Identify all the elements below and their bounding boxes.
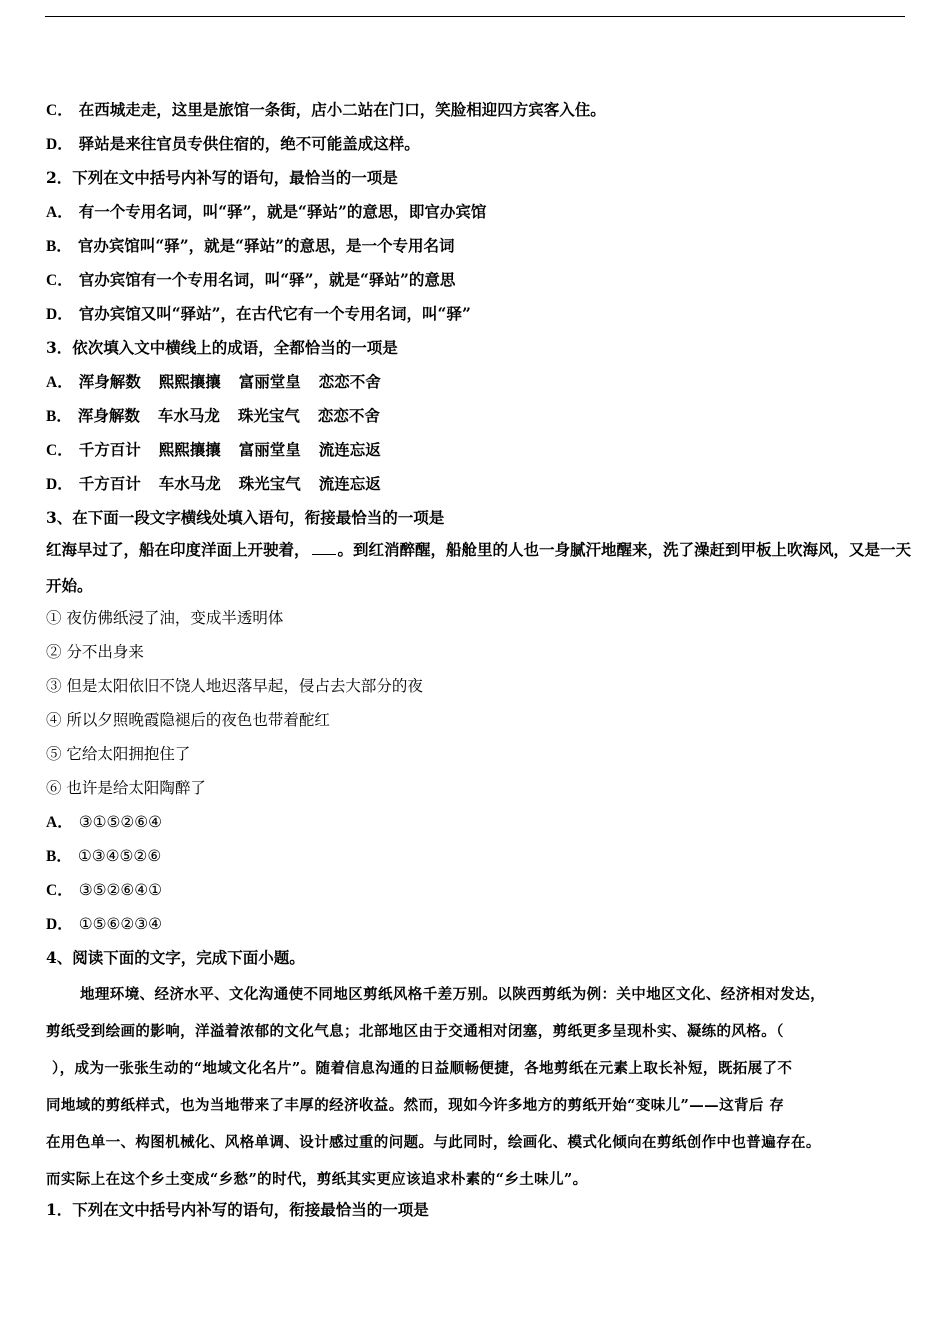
option-text: 驿站是来往官员专供住宿的，绝不可能盖成这样。	[78, 134, 420, 153]
option-text: ③⑤②⑥④①	[78, 881, 163, 899]
passage-line: 同地域的剪纸样式，也为当地带来了丰厚的经济收益。然而，现如今许多地方的剪纸开始“变味儿”——这背后 存	[46, 1097, 785, 1114]
idiom: 流连忘返	[318, 440, 381, 459]
q3b-option-d[interactable]	[46, 912, 912, 936]
q3b-stem: 3、在下面一段文字横线处填入语句，衔接最恰当的一项是	[46, 508, 445, 527]
passage-after: 。到红消醉醒，船舱里的人也一身腻汗地醒来，洗了澡赶到甲板上吹海风，又是一天开始。	[46, 540, 912, 595]
q1-option-c[interactable]	[46, 98, 912, 122]
q3b-passage	[46, 532, 912, 604]
sentence-item: ⑥ 也许是给太阳陶醉了	[46, 779, 206, 797]
option-label: D．	[46, 306, 73, 323]
option-text: 官办宾馆叫“驿”，就是“驿站”的意思，是一个专用名词	[77, 236, 455, 255]
idiom: 车水马龙	[158, 474, 221, 493]
option-label: B．	[46, 848, 72, 865]
idiom: 浑身解数	[78, 372, 141, 391]
passage-line: 地理环境、经济水平、文化沟通使不同地区剪纸风格千差万别。以陕西剪纸为例：关中地区文化、经济相对发达，	[80, 986, 825, 1003]
option-text: 官办宾馆又叫“驿站”，在古代它有一个专用名词，叫“驿”	[78, 304, 471, 323]
option-text: ③①⑤②⑥④	[78, 813, 163, 831]
idiom: 熙熙攘攘	[158, 372, 221, 391]
sentence-item: ③ 但是太阳依旧不饶人地迟落早起，侵占去大部分的夜	[46, 677, 423, 695]
q3b-option-b[interactable]	[46, 844, 912, 868]
option-text: 有一个专用名词，叫“驿”，就是“驿站”的意思，即官办宾馆	[78, 202, 487, 221]
idiom: 浑身解数	[77, 406, 140, 425]
q2-option-d[interactable]	[46, 302, 912, 326]
sentence-item: ② 分不出身来	[46, 643, 144, 661]
sentence-item: ④ 所以夕照晚霞隐褪后的夜色也带着酡红	[46, 711, 330, 729]
q4-stem: 4、阅读下面的文字，完成下面小题。	[46, 948, 305, 967]
q2-option-c[interactable]	[46, 268, 912, 292]
passage-line: 在用色单一、构图机械化、风格单调、设计感过重的问题。与此同时，绘画化、模式化倾向在剪纸创作中也普遍存在。	[46, 1134, 821, 1151]
idiom: 富丽堂皇	[238, 440, 301, 459]
q3-option-b[interactable]	[46, 404, 912, 428]
idiom: 恋恋不舍	[318, 372, 381, 391]
idiom: 千方百计	[78, 440, 141, 459]
q3b-option-a[interactable]	[46, 810, 912, 834]
idiom: 千方百计	[78, 474, 141, 493]
q4-passage	[46, 976, 912, 1198]
option-label: D．	[46, 136, 73, 153]
option-label: C．	[46, 102, 73, 119]
passage-line: ），成为一张张生动的“地域文化名片”。随着信息沟通的日益顺畅便捷，各地剪纸在元素上取长补短，既拓展了不	[52, 1060, 793, 1077]
idiom: 珠光宝气	[238, 474, 301, 493]
fill-blank	[312, 540, 336, 555]
option-label: A．	[46, 374, 73, 391]
idiom: 恋恋不舍	[317, 406, 380, 425]
option-text: 在西城走走，这里是旅馆一条街，店小二站在门口，笑脸相迎四方宾客入住。	[78, 100, 606, 119]
q2-option-a[interactable]	[46, 200, 912, 224]
q4-subquestion-1: 1．下列在文中括号内补写的语句，衔接最恰当的一项是	[46, 1200, 429, 1219]
option-text: 官办宾馆有一个专用名词，叫“驿”，就是“驿站”的意思	[78, 270, 456, 289]
idiom: 珠光宝气	[237, 406, 300, 425]
option-text: ①③④⑤②⑥	[77, 847, 162, 865]
q3-stem: 3．依次填入文中横线上的成语，全都恰当的一项是	[46, 338, 398, 357]
idiom: 富丽堂皇	[238, 372, 301, 391]
passage-before: 红海早过了，船在印度洋面上开驶着，	[46, 540, 310, 559]
q3-option-d[interactable]	[46, 472, 912, 496]
idiom: 流连忘返	[318, 474, 381, 493]
idiom: 熙熙攘攘	[158, 440, 221, 459]
option-label: D．	[46, 916, 73, 933]
option-text: ①⑤⑥②③④	[78, 915, 163, 933]
option-label: B．	[46, 408, 72, 425]
option-label: A．	[46, 204, 73, 221]
option-label: D．	[46, 476, 73, 493]
q2-option-b[interactable]	[46, 234, 912, 258]
idiom: 车水马龙	[157, 406, 220, 425]
q3-option-a[interactable]	[46, 370, 912, 394]
option-label: B．	[46, 238, 72, 255]
option-label: C．	[46, 882, 73, 899]
header-rule	[45, 16, 905, 17]
sentence-item: ⑤ 它给太阳拥抱住了	[46, 745, 191, 763]
option-label: C．	[46, 272, 73, 289]
option-label: A．	[46, 814, 73, 831]
option-label: C．	[46, 442, 73, 459]
q3b-option-c[interactable]	[46, 878, 912, 902]
document-body	[46, 98, 912, 1232]
q3-option-c[interactable]	[46, 438, 912, 462]
q2-stem: 2．下列在文中括号内补写的语句，最恰当的一项是	[46, 168, 398, 187]
passage-line: 剪纸受到绘画的影响，洋溢着浓郁的文化气息；北部地区由于交通相对闭塞，剪纸更多呈现朴实、凝练的风格。（	[46, 1023, 784, 1040]
q1-option-d[interactable]	[46, 132, 912, 156]
passage-line: 而实际上在这个乡土变成“乡愁”的时代，剪纸其实更应该追求朴素的“乡土味儿”。	[46, 1171, 588, 1188]
sentence-item: ① 夜仿佛纸浸了油，变成半透明体	[46, 609, 284, 627]
